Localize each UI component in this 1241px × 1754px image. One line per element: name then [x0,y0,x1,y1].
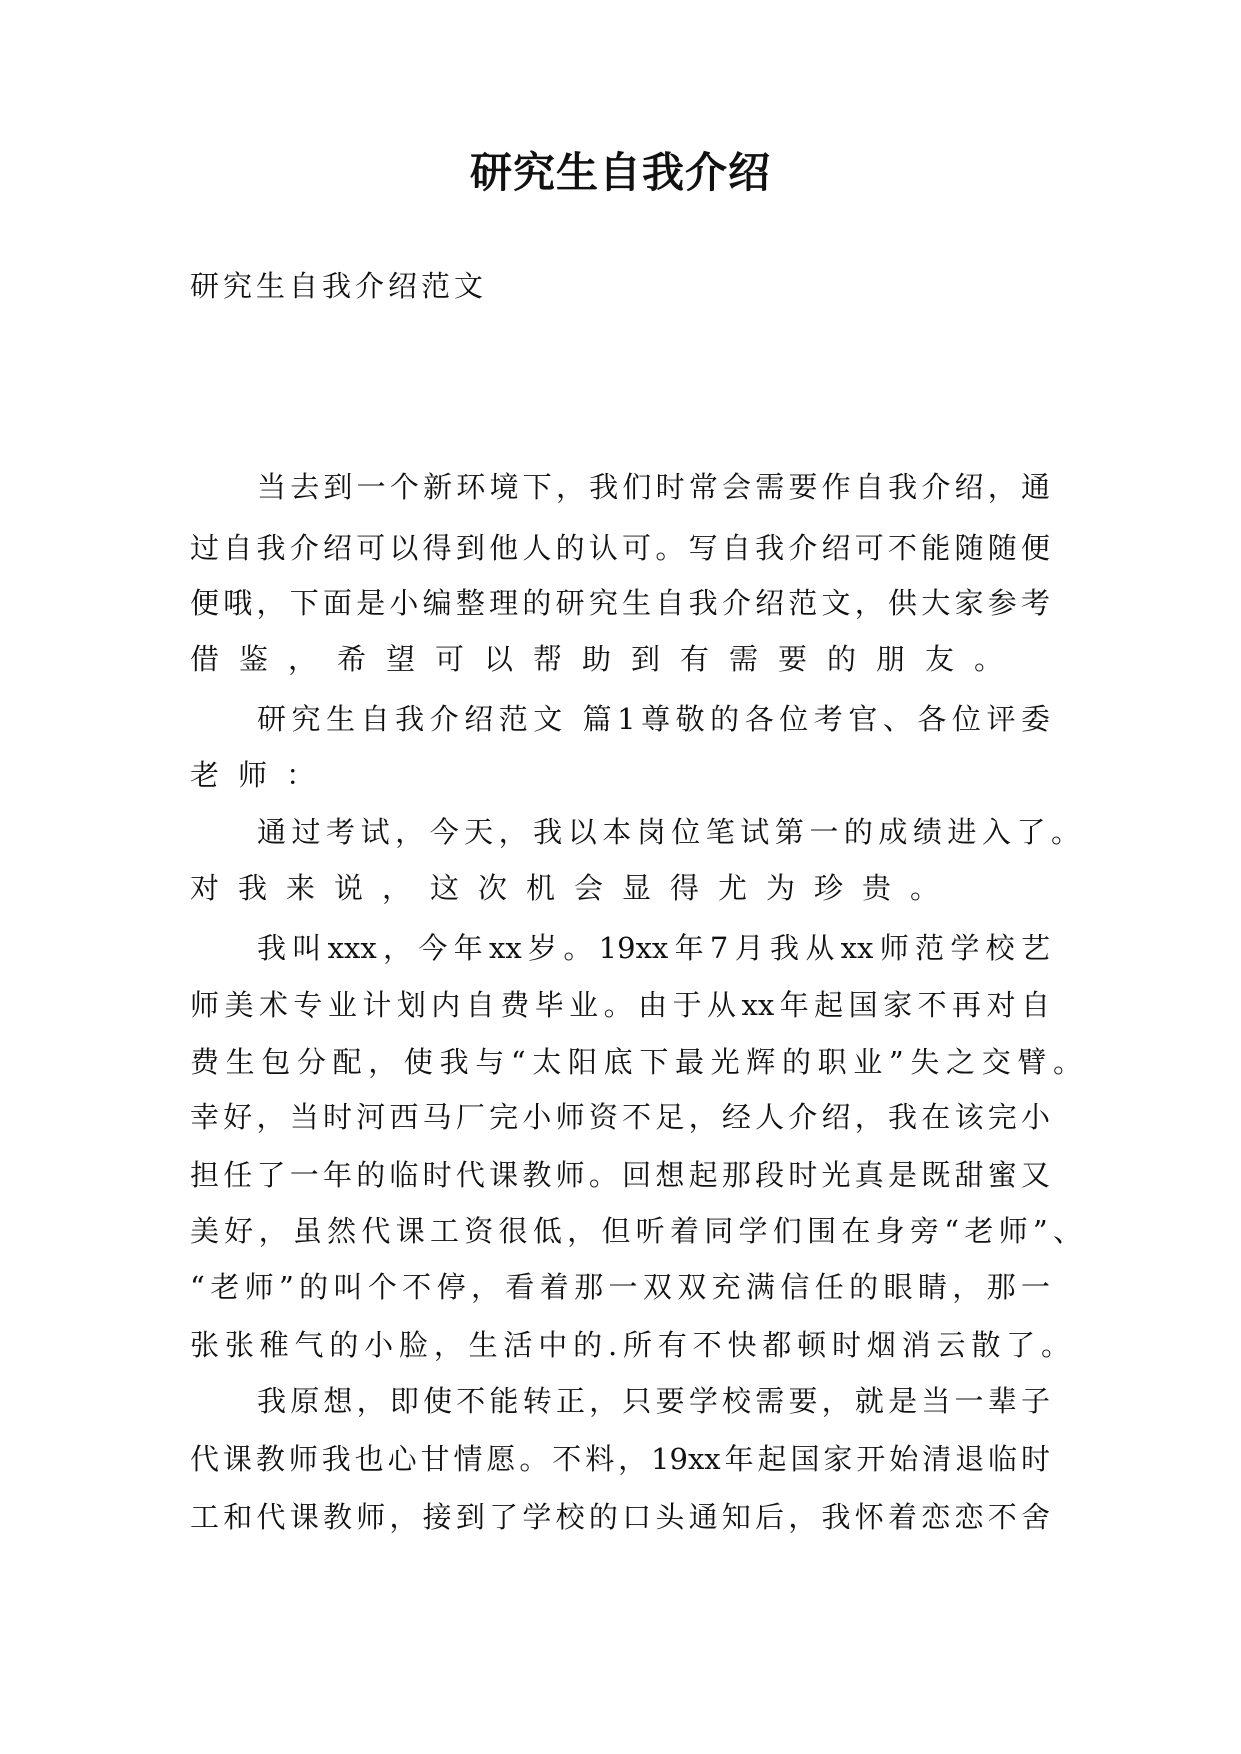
text-line: 通过考试，今天，我以本岗位笔试第一的成绩进入了。 [257,815,1080,849]
text-line: 我原想，即使不能转正，只要学校需要，就是当一辈子 [257,1384,1050,1418]
text-line: 费生包分配，使我与“太阳底下最光辉的职业”失之交臂。 [190,1045,1082,1079]
text-line: 对我来说，这次机会显得尤为珍贵。 [190,871,959,905]
text-line: 代课教师我也心甘情愿。不料，19xx年起国家开始清退临时 [190,1442,1050,1476]
text-line: 借鉴，希望可以帮助到有需要的朋友。 [190,642,1024,676]
text-line: 师美术专业计划内自费毕业。由于从xx年起国家不再对自 [190,988,1050,1022]
text-line: 研究生自我介绍范文 篇1尊敬的各位考官、各位评委 [257,702,1050,736]
document-subtitle: 研究生自我介绍范文 [190,269,488,303]
text-line: 工和代课教师，接到了学校的口头通知后，我怀着恋恋不舍 [190,1500,1050,1534]
text-line: 过自我介绍可以得到他人的认可。写自我介绍可不能随随便 [190,531,1050,565]
text-line: 担任了一年的临时代课教师。回想起那段时光真是既甜蜜又 [190,1158,1050,1192]
text-line: “老师”的叫个不停，看着那一双双充满信任的眼睛，那一 [190,1270,1050,1304]
text-line: 张张稚气的小脸，生活中的.所有不快都顿时烟消云散了。 [190,1328,1070,1362]
text-line: 老师： [190,758,335,792]
text-line: 幸好，当时河西马厂完小师资不足，经人介绍，我在该完小 [190,1100,1050,1134]
text-line: 美好，虽然代课工资很低，但听着同学们围在身旁“老师”、 [190,1214,1082,1248]
text-line: 当去到一个新环境下，我们时常会需要作自我介绍，通 [257,470,1050,504]
text-line: 便哦，下面是小编整理的研究生自我介绍范文，供大家参考 [190,586,1050,620]
document-title: 研究生自我介绍 [469,148,771,197]
text-line: 我叫xxx，今年xx岁。19xx年7月我从xx师范学校艺 [257,931,1050,965]
